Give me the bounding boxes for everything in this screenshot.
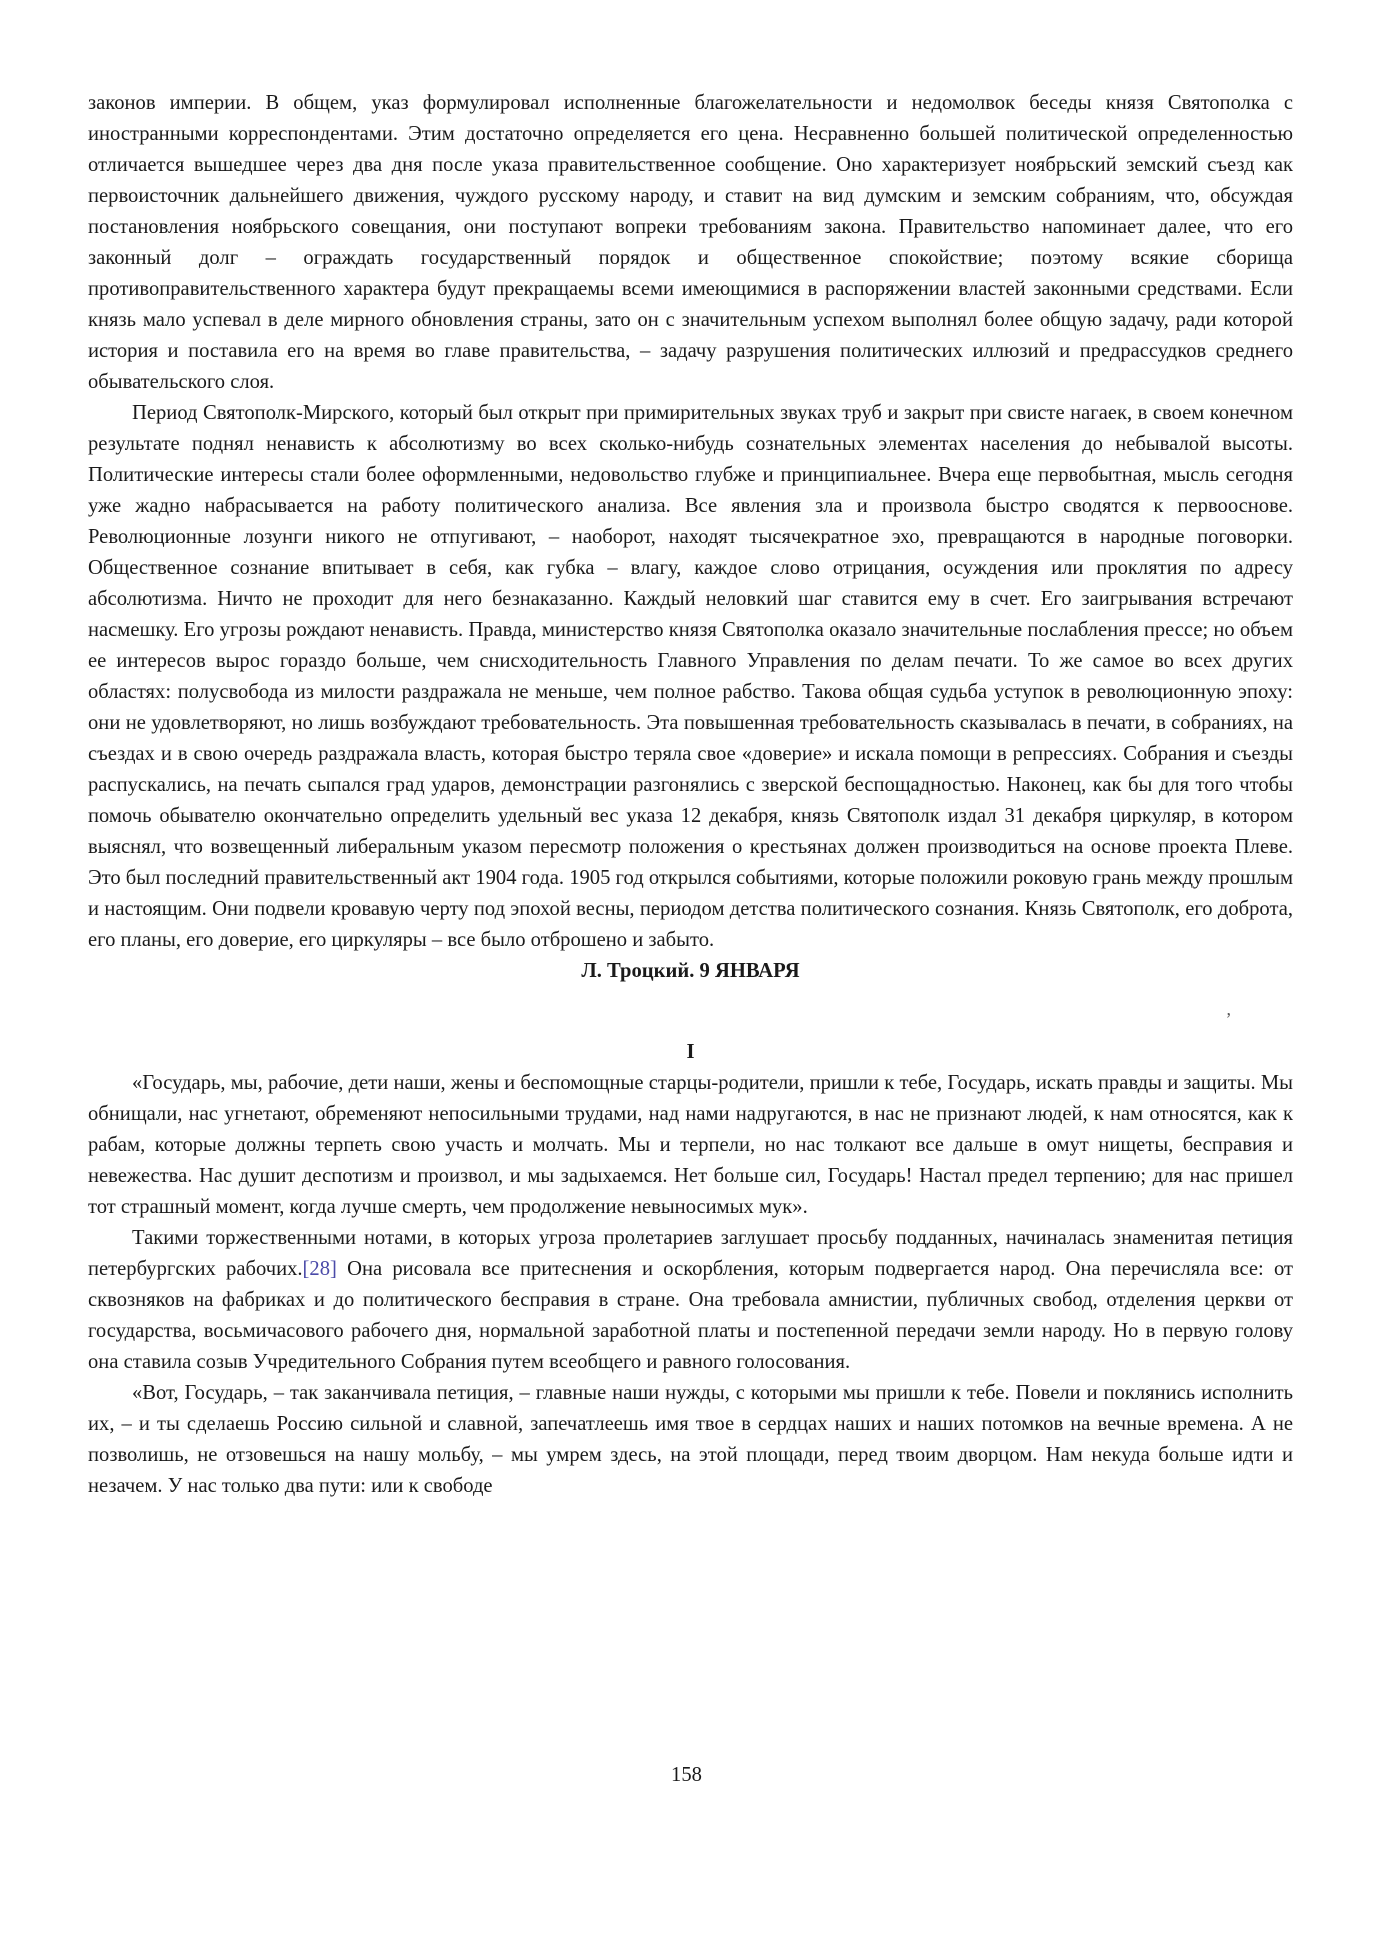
paragraph-3: «Государь, мы, рабочие, дети наши, жены и беспомощные старцы-родители, пришли к тебе, Государь, искать правды и защиты. Мы обнищали, нас угнетают, обременяют непосильными трудами, над нами надругаются, в нас не признают людей, к нам относятся, как к рабам, которые должны терпеть свою участь и молчать. Мы и терпели, но нас толкают все дальше в омут нищеты, бесправия и невежества. Нас душит деспотизм и произвол, и мы задыхаемся. Нет больше сил, Государь! Настал предел терпению; для нас пришел тот страшный момент, когда лучше смерть, чем продолжение невыносимых мук». [88, 1072, 1293, 1218]
section-spacer [88, 987, 1293, 1037]
section-number: I [686, 1041, 695, 1063]
paragraph-1: законов империи. В общем, указ формулировал исполненные благожелательности и недомолвок беседы князя Святополка с иностранными корреспондентами. Этим достаточно определяется его цена. Несравненно большей политической определенностью отличается вышедшее через два дня после указа правительственное сообщение. Оно характеризует ноябрьский земский съезд как первоисточник дальнейшего движения, чуждого русскому народу, и ставит на вид думским и земским собраниям, что, обсуждая постановления ноябрьского совещания, они поступают вопреки требованиям закона. Правительство напоминает далее, что его законный долг – ограждать государственный порядок и общественное спокойствие; поэтому всякие сборища противоправительственного характера будут прекращаемы всеми имеющимися в распоряжении властей законными средствами. Если князь мало успевал в деле мирного обновления страны, зато он с значительным успехом выполнял более общую задачу, ради которой история и поставила его на время во главе правительства, – задачу разрушения политических иллюзий и предрассудков среднего обывательского слоя. [88, 92, 1293, 393]
page-number: 158 [671, 1764, 702, 1786]
chapter-heading: Л. Троцкий. 9 ЯНВАРЯ [581, 960, 800, 982]
page-body [88, 88, 1293, 1502]
paragraph-2: Период Святополк-Мирского, который был открыт при примирительных звуках труб и закрыт при свисте нагаек, в своем конечном результате поднял ненависть к абсолютизму во всех сколько-нибудь сознательных элементах населения до небывалой высоты. Политические интересы стали более оформленными, недовольство глубже и принципиальнее. Вчера еще первобытная, мысль сегодня уже жадно набрасывается на работу политического анализа. Все явления зла и произвола быстро сводятся к первооснове. Революционные лозунги никого не отпугивают, – наоборот, находят тысячекратное эхо, превращаются в народные поговорки. Общественное сознание впитывает в себя, как губка – влагу, каждое слово отрицания, осуждения или проклятия по адресу абсолютизма. Ничто не проходит для него безнаказанно. Каждый неловкий шаг ставится ему в счет. Его заигрывания встречают насмешку. Его угрозы рождают ненависть. Правда, министерство князя Святополка оказало значительные послабления прессе; но объем ее интересов вырос гораздо больше, чем снисходительность Главного Управления по делам печати. То же самое во всех других областях: полусвобода из милости раздражала не меньше, чем полное рабство. Такова общая судьба уступок в революционную эпоху: они не удовлетворяют, но лишь возбуждают требовательность. Эта повышенная требовательность сказывалась в печати, в собраниях, на съездах и в свою очередь раздражала власть, которая быстро теряла свое «доверие» и искала помощи в репрессиях. Собрания и съезды распускались, на печать сыпался град ударов, демонстрации разгонялись с зверской беспощадностью. Наконец, как бы для того чтобы помочь обывателю окончательно определить удельный вес указа 12 декабря, князь Святополк издал 31 декабря циркуляр, в котором выяснял, что возвещенный либеральным указом пересмотр положения о крестьянах должен производиться на основе проекта Плеве. Это был последний правительственный акт 1904 года. 1905 год открылся событиями, которые положили роковую грань между прошлым и настоящим. Они подвели кровавую черту под эпохой весны, периодом детства политического сознания. Князь Святополк, его доброта, его планы, его доверие, его циркуляры – все было отброшено и забыто. [88, 402, 1293, 951]
paragraph-4 [88, 1223, 1293, 1378]
footnote-link[interactable]: [28] [302, 1258, 337, 1280]
paragraph-5: «Вот, Государь, – так заканчивала петиция, – главные наши нужды, с которыми мы пришли к тебе. Повели и поклянись исполнить их, – и ты сделаешь Россию сильной и славной, запечатлеешь имя твое в сердцах наших и наших потомков на вечные времена. А не позволишь, не отзовешься на нашу мольбу, – мы умрем здесь, на этой площади, перед твоим дворцом. Нам некуда больше идти и незачем. У нас только два пути: или к свободе [88, 1382, 1293, 1497]
paragraph-4-text-before: Такими торжественными нотами, в которых угроза пролетариев заглушает просьбу подданных, начиналась знаменитая петиция петербургских рабочих. [88, 1227, 1293, 1280]
stray-mark: , [1226, 999, 1231, 1019]
paragraph-4-text-after: Она рисовала все притеснения и оскорбления, которым подвергается народ. Она перечисляла все: от сквозняков на фабриках и до политического бесправия в стране. Она требовала амнистии, публичных свобод, отделения церкви от государства, восьмичасового рабочего дня, нормальной заработной платы и постепенной передачи земли народу. Но в первую голову она ставила созыв Учредительного Собрания путем всеобщего и равного голосования. [88, 1258, 1293, 1373]
